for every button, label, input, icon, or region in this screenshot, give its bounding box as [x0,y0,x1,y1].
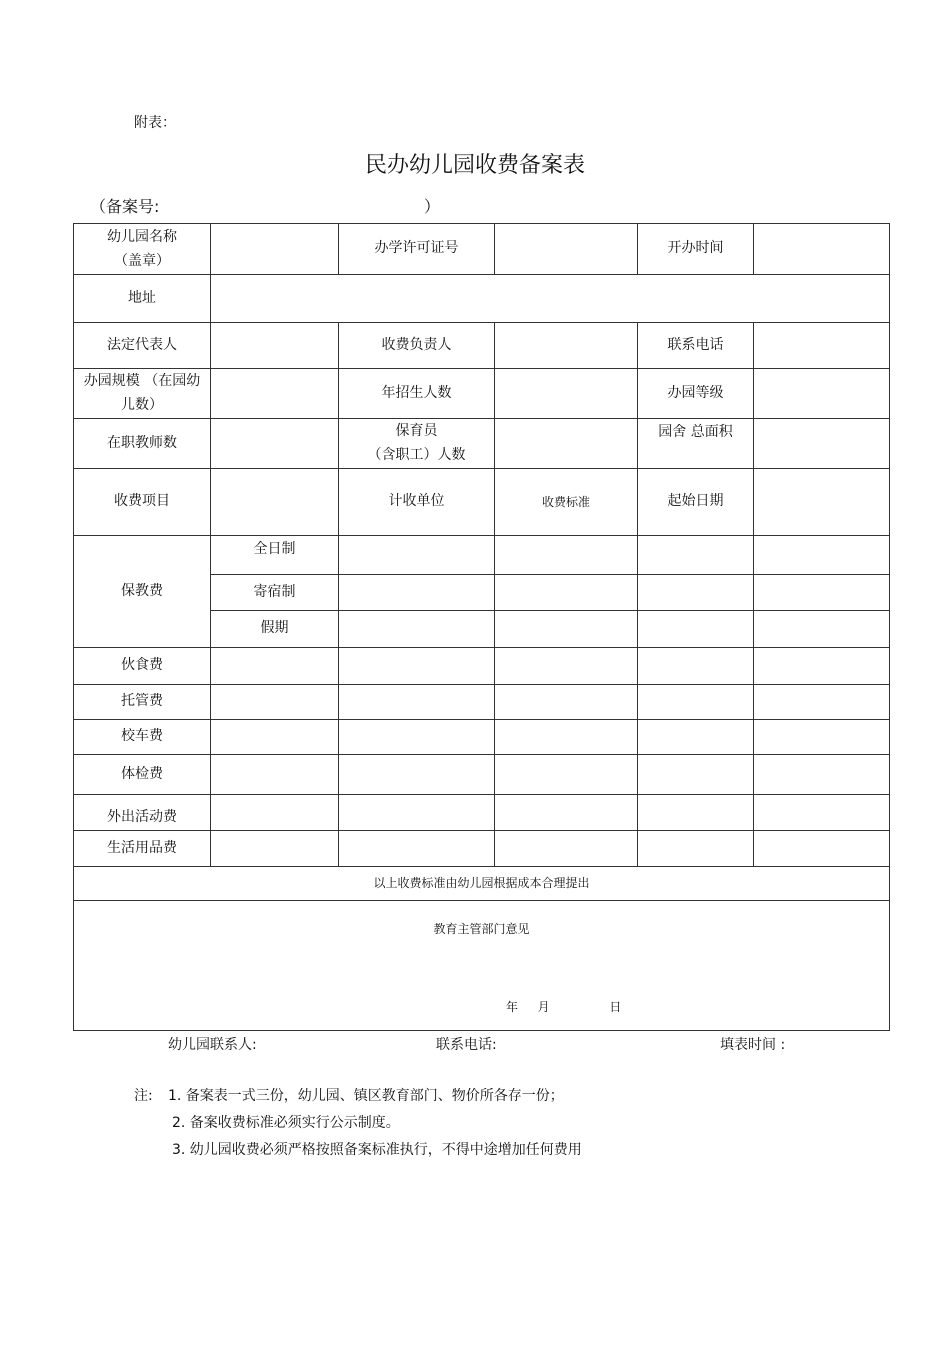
fee-item-blank [211,469,339,536]
grade-field[interactable] [754,369,890,419]
medical-start[interactable] [638,755,754,795]
holiday-label: 假期 [211,611,339,648]
record-number-label: （备案号: [90,197,160,216]
year-label: 年 [506,1000,519,1014]
table-row [74,369,890,419]
custody-start[interactable] [638,685,754,720]
table-row [74,685,890,720]
meal-start[interactable] [638,648,754,685]
full-day-standard[interactable] [495,536,638,575]
table-row [74,755,890,795]
custody-extra[interactable] [754,685,890,720]
custody-fee-label: 托管费 [74,685,211,720]
contact-phone-label: 联系电话 [638,323,754,369]
table-row [74,901,890,1031]
scale-text-2: 儿数） [121,396,163,413]
address-label: 地址 [74,275,211,323]
holiday-extra[interactable] [754,611,890,648]
teachers-label: 在职教师数 [74,419,211,469]
table-row [74,795,890,831]
holiday-start[interactable] [638,611,754,648]
fill-time-label: 填表时间 : [720,1037,786,1053]
bus-extra[interactable] [754,720,890,755]
license-field[interactable] [495,224,638,275]
custody-col-2[interactable] [211,685,339,720]
opinion-cell[interactable] [74,901,890,1031]
notes-label: 注: [134,1088,153,1104]
license-label: 办学许可证号 [339,224,495,275]
kindergarten-name-label [74,224,211,275]
outing-fee-label: 外出活动费 [74,795,211,831]
opinion-label: 教育主管部门意见 [433,922,530,936]
medical-extra[interactable] [754,755,890,795]
open-time-field[interactable] [754,224,890,275]
bus-col-2[interactable] [211,720,339,755]
day-label: 日 [609,1000,622,1014]
outing-unit[interactable] [339,795,495,831]
meal-unit[interactable] [339,648,495,685]
bus-fee-label: 校车费 [74,720,211,755]
outing-standard[interactable] [495,795,638,831]
holiday-standard[interactable] [495,611,638,648]
scale-field[interactable] [211,369,339,419]
record-number-close: ） [424,197,441,216]
fee-item-header: 收费项目 [74,469,211,536]
footer-phone-label: 联系电话: [436,1037,497,1053]
enroll-label: 年招生人数 [339,369,495,419]
table-row [74,469,890,536]
fee-basis-note: 以上收费标准由幼儿园根据成本合理提出 [74,867,890,901]
medical-col-2[interactable] [211,755,339,795]
contact-phone-field[interactable] [754,323,890,369]
custody-standard[interactable] [495,685,638,720]
area-label: 园舍 总面积 [638,419,754,469]
meal-extra[interactable] [754,648,890,685]
kindergarten-name-text: 幼儿园名称 [107,229,177,245]
grade-label: 办园等级 [638,369,754,419]
medical-fee-label: 体检费 [74,755,211,795]
nurse-field[interactable] [495,419,638,469]
teachers-field[interactable] [211,419,339,469]
start-date-blank [754,469,890,536]
enroll-field[interactable] [495,369,638,419]
appendix-label: 附表： [134,115,176,131]
supplies-col-2[interactable] [211,831,339,867]
scale-label [74,369,211,419]
boarding-standard[interactable] [495,575,638,611]
fee-person-label: 收费负责人 [339,323,495,369]
meal-col-2[interactable] [211,648,339,685]
boarding-start[interactable] [638,575,754,611]
standard-header: 收费标准 [495,469,638,536]
meal-fee-label: 伙食费 [74,648,211,685]
opinion-date [506,997,621,1017]
supplies-fee-label: 生活用品费 [74,831,211,867]
table-row [74,720,890,755]
table-row [74,224,890,275]
meal-standard[interactable] [495,648,638,685]
boarding-label: 寄宿制 [211,575,339,611]
holiday-unit[interactable] [339,611,495,648]
nurse-text-2: （含职工）人数 [367,446,466,463]
address-field[interactable] [211,275,890,323]
note-3: 3. 幼儿园收费必须严格按照备案标准执行，不得中途增加任何费用 [172,1142,582,1158]
legal-rep-field[interactable] [211,323,339,369]
custody-unit[interactable] [339,685,495,720]
table-row [74,648,890,685]
boarding-extra[interactable] [754,575,890,611]
kindergarten-name-field[interactable] [211,224,339,275]
table-row [74,536,890,575]
supplies-start[interactable] [638,831,754,867]
contact-person-label: 幼儿园联系人: [168,1037,257,1053]
month-label: 月 [537,1000,550,1014]
boarding-unit[interactable] [339,575,495,611]
start-date-header: 起始日期 [638,469,754,536]
open-time-label: 开办时间 [638,224,754,275]
legal-rep-label: 法定代表人 [74,323,211,369]
note-1: 1. 备案表一式三份，幼儿园、镇区教育部门、物价所各存一份； [168,1088,564,1104]
outing-col-2[interactable] [211,795,339,831]
nurse-label [339,419,495,469]
page-title: 民办幼儿园收费备案表 [364,153,585,178]
unit-header: 计收单位 [339,469,495,536]
scale-text-1: 办园规模 （在园幼 [83,372,201,389]
outing-extra[interactable] [754,795,890,831]
medical-standard[interactable] [495,755,638,795]
supplies-standard[interactable] [495,831,638,867]
full-day-extra[interactable] [754,536,890,575]
full-day-start[interactable] [638,536,754,575]
area-field[interactable] [754,419,890,469]
table-row [74,831,890,867]
fee-person-field[interactable] [495,323,638,369]
filing-form-table [73,223,890,1031]
table-row [74,323,890,369]
full-day-unit[interactable] [339,536,495,575]
outing-start[interactable] [638,795,754,831]
full-day-label: 全日制 [211,536,339,575]
note-2: 2. 备案收费标准必须实行公示制度。 [172,1115,400,1131]
supplies-extra[interactable] [754,831,890,867]
seal-text: （盖章） [114,252,170,269]
table-row [74,275,890,323]
table-row [74,867,890,901]
bus-start[interactable] [638,720,754,755]
medical-unit[interactable] [339,755,495,795]
bus-standard[interactable] [495,720,638,755]
supplies-unit[interactable] [339,831,495,867]
bus-unit[interactable] [339,720,495,755]
nurse-text-1: 保育员 [395,422,438,439]
care-fee-label: 保教费 [74,536,211,648]
table-row [74,419,890,469]
